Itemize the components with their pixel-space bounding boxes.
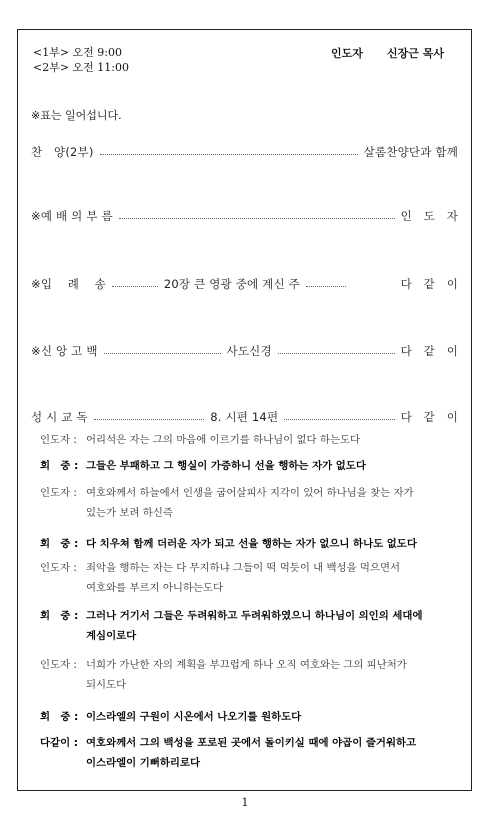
order-label: 찬 양(2부) [31,145,94,159]
service-time-1: <1부> 오전 9:00 [33,46,123,59]
reading-text: 그러나 거기서 그들은 두려워하고 두려워하였으니 하나님이 의인의 세대에 [86,610,423,622]
reading-text: 여호와께서 그의 백성을 포로된 곳에서 돌이키실 때에 야곱이 즐거워하고 [86,737,417,749]
reading-speaker: 인도자 : [40,659,77,671]
reading-line-3 [40,483,456,523]
reading-speaker: 회 중 : [40,610,79,622]
order-label: ※입 례 송 [31,277,106,291]
dot-leader [94,419,204,420]
reading-continuation: 있는가 보려 하신즉 [86,507,173,519]
order-middle: 20장 큰 영광 중에 계신 주 [163,277,300,291]
reading-continuation: 계심이로다 [86,630,137,642]
dot-leader [306,286,346,287]
reading-line-1 [40,430,456,450]
reading-text: 어리석은 자는 그의 마음에 이르기를 하나님이 없다 하는도다 [86,434,361,446]
order-value: 다 같 이 [400,410,458,424]
order-value: 다 같 이 [400,277,458,291]
reading-continuation: 이스라엘이 기뻐하리로다 [86,757,201,769]
reading-text: 다 치우쳐 함께 더러운 자가 되고 선을 행하는 자가 없으니 하나도 없도다 [86,538,417,550]
reading-text: 여호와께서 하늘에서 인생을 굽어살피사 지각이 있어 하나님을 찾는 자가 [86,487,414,499]
reading-line-8 [40,707,456,727]
leader-label: 인도자 [331,47,363,60]
dot-leader [112,286,158,287]
dot-leader [119,218,395,219]
reading-line-7 [40,655,456,695]
order-row-praise [31,143,458,161]
dot-leader [278,353,395,354]
reading-speaker: 회 중 : [40,538,79,550]
reading-text: 이스라엘의 구원이 시온에서 나오기를 원하도다 [86,711,302,723]
order-middle: 사도신경 [226,344,272,358]
reading-speaker: 다같이 : [40,737,78,749]
order-row-responsive-reading [31,408,458,426]
order-value: 다 같 이 [400,344,458,358]
service-time-2: <2부> 오전 11:00 [33,61,130,74]
order-value: 인 도 자 [400,209,458,223]
reading-speaker: 회 중 : [40,460,79,472]
reading-continuation: 되시도다 [86,679,127,691]
dot-leader [100,154,358,155]
reading-speaker: 인도자 : [40,562,77,574]
reading-continuation: 여호와를 부르지 아니하는도다 [86,582,224,594]
reading-line-9 [40,733,456,773]
reading-line-6 [40,606,456,646]
order-row-creed [31,342,458,360]
reading-line-5 [40,558,456,598]
standing-note: ※표는 일어섭니다. [31,109,122,122]
order-label: ※예 배 의 부 름 [31,209,113,223]
reading-line-2 [40,456,456,476]
order-middle: 8. 시편 14편 [210,410,279,424]
reading-text: 너희가 가난한 자의 계획을 부끄럽게 하나 오직 여호와는 그의 피난처가 [86,659,407,671]
reading-text: 죄악을 행하는 자는 다 무지하냐 그들이 떡 먹듯이 내 백성을 먹으면서 [86,562,401,574]
order-value: 살롬찬양단과 함께 [363,145,458,159]
order-label: 성 시 교 독 [31,410,88,424]
dot-leader [104,353,221,354]
reading-speaker: 인도자 : [40,434,77,446]
order-row-call-to-worship [31,207,458,225]
leader-name: 신장근 목사 [387,47,444,60]
order-row-opening-hymn [31,275,458,293]
reading-text: 그들은 부패하고 그 행실이 가증하니 선을 행하는 자가 없도다 [86,460,366,472]
reading-line-4 [40,534,456,554]
order-label: ※신 앙 고 백 [31,344,98,358]
reading-speaker: 회 중 : [40,711,79,723]
page-number: 1 [241,796,249,809]
dot-leader [284,419,394,420]
reading-speaker: 인도자 : [40,487,77,499]
